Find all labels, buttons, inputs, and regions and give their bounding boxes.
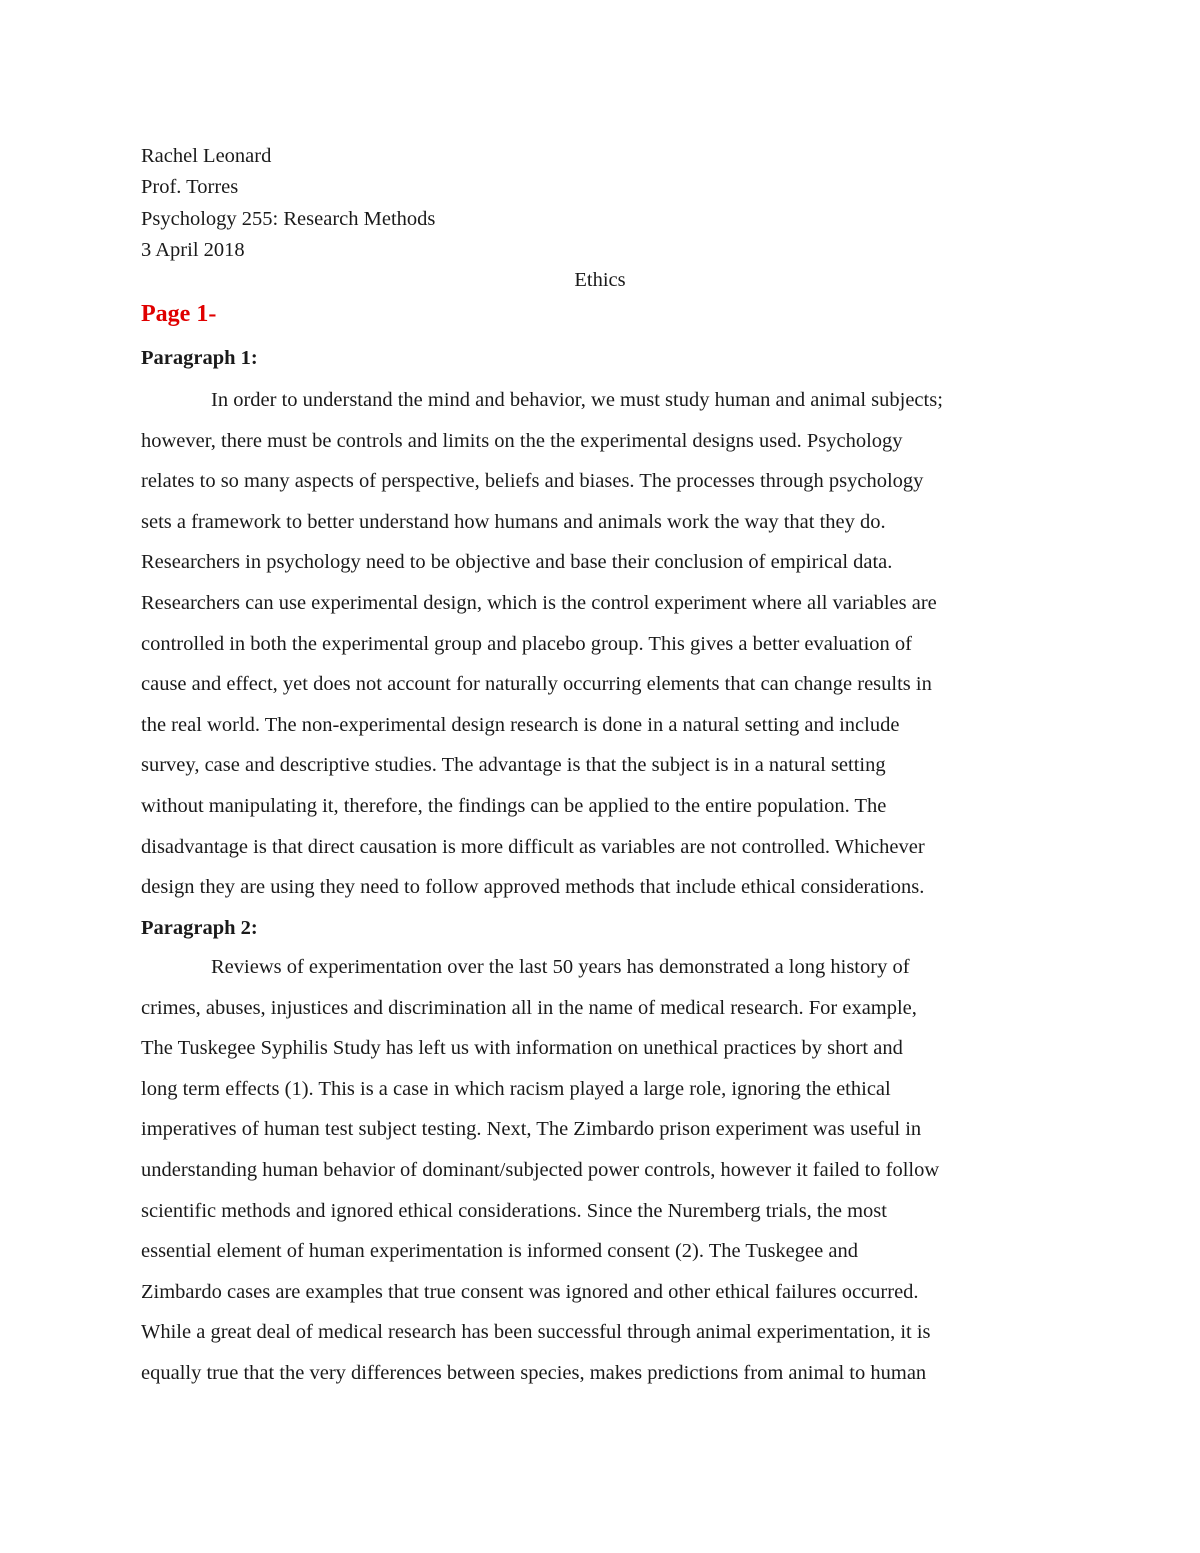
text-line: The Tuskegee Syphilis Study has left us with information on unethical practices by short and	[141, 1037, 903, 1060]
text-line: design they are using they need to follow approved methods that include ethical considerations.	[141, 876, 925, 899]
text-line: however, there must be controls and limits on the the experimental designs used. Psychology	[141, 429, 903, 452]
text-line: long term effects (1). This is a case in which racism played a large role, ignoring the ethical	[141, 1077, 891, 1100]
professor-name: Prof. Torres	[141, 176, 239, 199]
text-line: relates to so many aspects of perspective, beliefs and biases. The processes through psychology	[141, 470, 924, 493]
text-line: without manipulating it, therefore, the findings can be applied to the entire population. The	[141, 794, 887, 817]
page-label: Page 1-	[141, 301, 217, 327]
text-line: disadvantage is that direct causation is more difficult as variables are not controlled. Whichever	[141, 835, 925, 858]
text-line: Zimbardo cases are examples that true consent was ignored and other ethical failures occurred.	[141, 1280, 919, 1303]
document-title: Ethics	[574, 269, 626, 291]
paragraph-2-label: Paragraph 2:	[141, 917, 258, 939]
course-name: Psychology 255: Research Methods	[141, 207, 436, 230]
text-line: Researchers can use experimental design, which is the control experiment where all variables are	[141, 591, 937, 614]
text-line: Reviews of experimentation over the last 50 years has demonstrated a long history of	[211, 956, 910, 978]
text-line: While a great deal of medical research has been successful through animal experimentation, it is	[141, 1321, 931, 1344]
text-line: scientific methods and ignored ethical considerations. Since the Nuremberg trials, the most	[141, 1199, 887, 1222]
text-line: controlled in both the experimental group and placebo group. This gives a better evaluation of	[141, 632, 912, 655]
text-line: the real world. The non-experimental design research is done in a natural setting and include	[141, 713, 900, 736]
text-line: survey, case and descriptive studies. The advantage is that the subject is in a natural setting	[141, 754, 886, 777]
text-line: essential element of human experimentation is informed consent (2). The Tuskegee and	[141, 1240, 858, 1263]
paragraph-2-text	[141, 947, 1061, 1394]
text-line: sets a framework to better understand how humans and animals work the way that they do.	[141, 510, 886, 533]
document-header	[141, 141, 435, 266]
paragraph-1-text	[141, 380, 1061, 908]
document-date: 3 April 2018	[141, 238, 245, 261]
paragraph-1-label: Paragraph 1:	[141, 347, 258, 369]
author-name: Rachel Leonard	[141, 145, 272, 167]
text-line: understanding human behavior of dominant/subjected power controls, however it failed to follow	[141, 1158, 940, 1181]
text-line: cause and effect, yet does not account for naturally occurring elements that can change results in	[141, 673, 932, 696]
text-line: imperatives of human test subject testing. Next, The Zimbardo prison experiment was useful in	[141, 1118, 922, 1141]
text-line: Researchers in psychology need to be objective and base their conclusion of empirical data.	[141, 551, 893, 574]
text-line: In order to understand the mind and behavior, we must study human and animal subjects;	[211, 389, 943, 411]
text-line: equally true that the very differences between species, makes predictions from animal to human	[141, 1361, 927, 1384]
text-line: crimes, abuses, injustices and discrimination all in the name of medical research. For example,	[141, 996, 917, 1019]
